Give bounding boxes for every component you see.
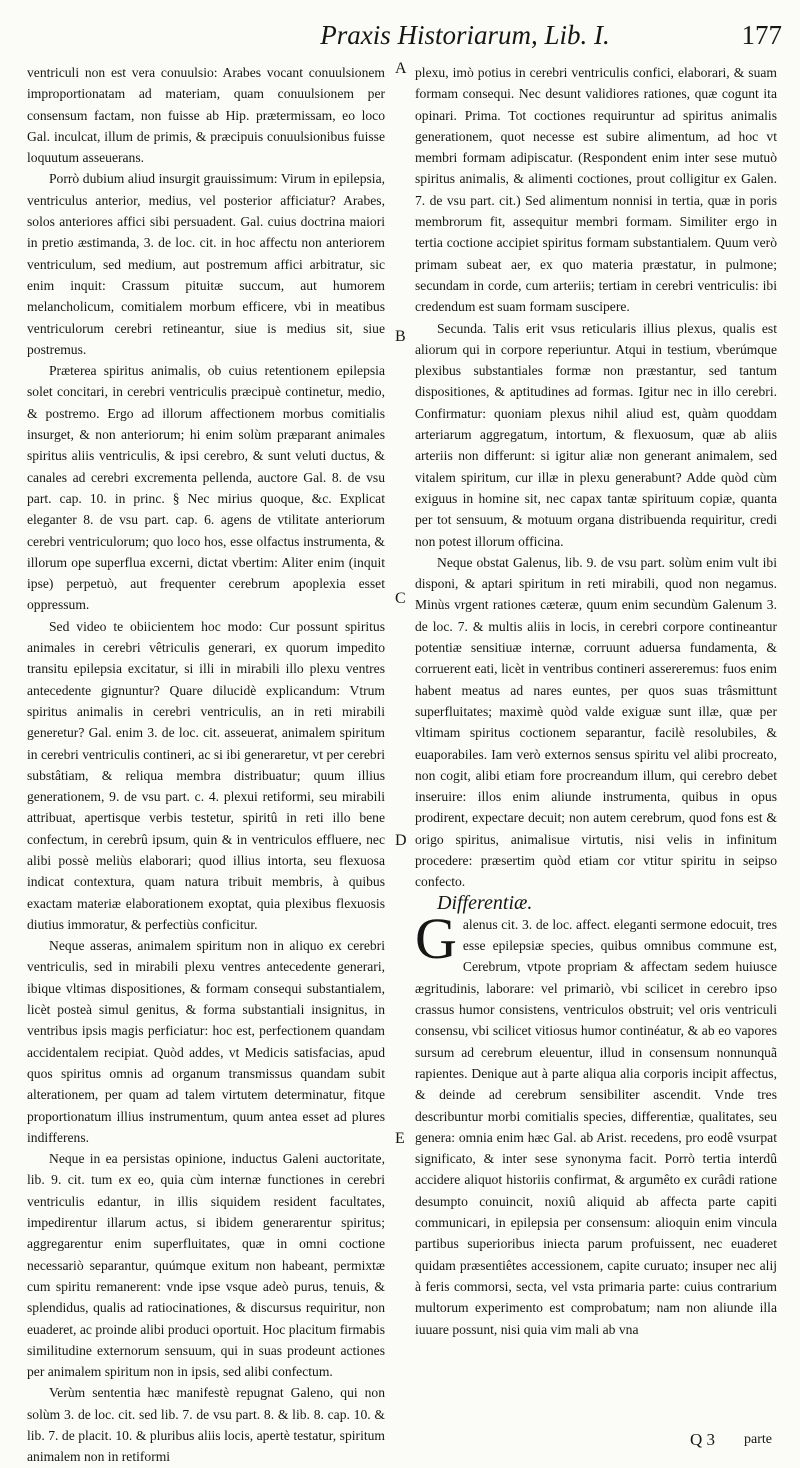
paragraph: Verùm sententia hæc manifestè repugnat Galeno, qui non solùm 3. de loc. cit. sed lib. 7. de vsu part. 8. & lib. 8. cap. 10. & lib. 7. de placit. 10. & pluribus aliis locis, apertè testatur, spiritum animalem non in retiformi [27, 1385, 385, 1465]
paragraph: Præterea spiritus animalis, ob cuius retentionem epilepsia solet concitari, in cerebri ventriculis præcipuè continetur, medio, & postremo. Ergo ad illorum affectionem morbus comitialis insurget, & non anteriorum; hi enim solùm præparant animales spiritus aliis ventriculis, & ipsi cerebro, & sunt veluti ductus, & canales ad cerebri excrementa pellenda, auctore Gal. 8. de vsu part. cap. 10. in princ. § Nec mirius quoque, &c. Explicat eleganter 8. de vsu part. cap. 6. agens de vtilitate anteriorum cerebri ventriculorum; quo loco hos, esse olfactus instrumenta, & illorum ope superflua excerni, dictat vbertim: Aliter enim (inquit ipse) perpetuò, aut frequenter cerebrum apoplexia esset oppressum. [27, 363, 385, 613]
running-title: Praxis Historiarum, Lib. I. [320, 20, 610, 50]
catchword: parte [744, 1432, 772, 1447]
paragraph: Neque in ea persistas opinione, inductus Galeni auctoritate, lib. 9. cit. tum ex eo, quia cùm internæ functiones in cerebri ventriculis edantur, in illis siquidem resident facultates, impedirentur illarum actus, si ibidem generarentur spiritus; aggregarentur enim superfluitates, quæ in omni coctione necessariò separantur, quúmque exitum non habeant, permixtæ cum spiritu remanerent: vnde ipse vsque adeò purus, tenuis, & splendidus, qualis ad ratiocinationes, & discursus requiritur, non euaderet, ac proinde alibi produci oportuit. Hoc placitum firmabis similitudine externorum sensuum, qui in suas prodeunt actiones per animalem spiritum non in ipsis, sed alibi confectum. [27, 1151, 385, 1380]
paragraph: Neque asseras, animalem spiritum non in aliquo ex cerebri ventriculis, sed in mirabili plexu ventres antecedente generari, ibique vltimas dispositiones, & formam consequi substantialem, licèt posteà simul genitus, & forma substantiali insignitus, in ventribus ipsis magis perficiatur: hoc est, perfectionem quandam accidentalem recipiat. Quòd addes, vt Medicis satisfacias, apud quos spiritus omnis ad organum transmissus quandam subit alterationem, per quam ad talem virtutem determinatur, fitque proportionatum illius instrumentum, quum antea esset ad plures indifferens. [27, 938, 385, 1145]
right-column [415, 62, 777, 1340]
paragraph: ventriculi non est vera conuulsio: Arabes vocant conuulsionem improportionatam ad materiam, quam conuulsionem per consensum factam, non fuisse ab Hip. prætermissam, eo loco Gal. inculcat, illum de primis, & præcipuis conuulsionibus fuisse loquutum asseuerans. [27, 65, 385, 166]
paragraph: Secunda. Talis erit vsus reticularis illius plexus, qualis est aliorum qui in corpore reperiuntur. Atqui in testium, vberúmque plexibus substantiales formæ non præstantur, sed tantum dispositiones, & aptitudines ad formas. Igitur nec in illo cerebri. Confirmatur: quoniam plexus nihil aliud est, quàm quoddam arteriarum aggregatum, intortum, & flexuosum, quæ ab aliis arteriis non differunt: si igitur aliæ non generant animalem, sed vitalem spiritum, cur illæ in plexu generabunt? Adde quòd cùm exiguus in homine sit, nec capax tantæ spirituum copiæ, quanta per tot sensuum, & motuum organa distribuenda requiritur, credi non potest illorum officina. [415, 320, 777, 549]
margin-letter-b: B [395, 328, 406, 345]
left-column [27, 62, 385, 1468]
page-number: 177 [741, 20, 782, 50]
paragraph-text: alenus cit. 3. de loc. affect. eleganti sermone edocuit, tres esse epilepsiæ species, quibus omnibus commune est, Cerebrum, vtpote propriam & affectam sedem huiusce ægritudinis, laborare: vel primariò, vbi scilicet in cerebro ipso crassus humor consistens, ventriculos obstruit; vel oris ventriculi consensu, vbi scilicet vitiosus humor continéatur, & ab eo vapores sursum ad cerebrum eleuentur, illud in consensum nonnunquã rapientes. Denique aut à parte aliqua alia corporis incipit affectus, & deinde ad cerebrum sensibiliter ascendit. Vnde tres describuntur morbi comitialis species, differentiæ, qualitates, seu genera: omnia enim hæc Gal. ab Arist. recedens, pro eodê vsurpat significato, & inter sese synonyma facit. Porrò tertia interdû accidere aliquot historiis confirmat, & argumêto ex curâdi ratione desumpto conuincit, noxiû aliquid ab affecta parte capiti communicari, in epilepsia per consensum: alioquin enim vincula partibus superioribus iniecta parum profuissent, nec euaderet quidam præsentiêtes accessionem, capite curuato; insuper nec alij à feris commorsi, secta, vel vsta primaria parte: cuius contrarium multorum experimento est comprobatum; nam non aliunde illa iuuare possunt, nisi quia vim mali ab vna [415, 916, 777, 1337]
paragraph: plexu, imò potius in cerebri ventriculis confici, elaborari, & suam formam consequi. Nec desunt validiores rationes, quæ cogunt ita opinari. Prima. Tot coctiones requiruntur ad spiritus animalis generationem, quot necesse est subire alimentum, ad hoc vt membri formam adipiscatur. (Respondent enim inter sese mutuò spiritus animalis, & alimenti coctiones, prout colligitur ex Galen. 7. de vsu part. cit.) Sed alimentum nonnisi in tertia, quæ in poris membrorum fit, assequitur membri formam. Similiter ergo in tertia coctione accipiet spiritus formam substantialem. Quum verò primam subeat aer, ex quo materia præstatur, in pulmone; secundam in corde, cum arteriis; tertiam in cerebri ventriculis: ibi credendum est suam formam suscipere. [415, 65, 777, 315]
margin-letter-a: A [395, 60, 407, 77]
paragraph: Neque obstat Galenus, lib. 9. de vsu part. solùm enim vult ibi disponi, & aptari spiritum in reti mirabili, quod non negamus. Minùs vrgent rationes cæteræ, quum enim secundùm Galenum 3. de loc. 7. & multis aliis in locis, in cerebri corpore contineantur potentiæ sensitiuæ internæ, corruunt aduersa fundamenta, & corruerent eati, licèt in ventribus contineri assereremus: fuos enim habent meatus ad nares euntes, per quos suas trâsmittunt superfluitates; maximè quòd valde exiguæ sunt illæ, quæ per vltimam spiritus coctionem separantur, facilè resolubiles, & euaporabiles. Iam verò externos sensus spiritu vel alibi procreato, non cogit, alibi etiam fore procreandum illum, qui cerebro debet inseruire: illos enim aliunde instrumenta, quibus in opus prodirent, expectare decuit; non autem cerebrum, quod fons est & origo spiritus, animalisue virtutis, nisi velis in infinitum procedere: præsertim quòd etiam cor vtitur spiritu in seipso confecto. [415, 554, 777, 890]
margin-letter-d: D [395, 832, 407, 849]
margin-letter-e: E [395, 1130, 405, 1147]
signature-mark: Q 3 [690, 1430, 716, 1449]
drop-cap: G [415, 905, 457, 971]
paragraph: Porrò dubium aliud insurgit grauissimum: Virum in epilepsia, ventriculus anterior, medius, vel posterior afficiatur? Arabes, solos anteriores affici sibi persuadent. Gal. cuius doctrina maiori in pretio æstimanda, 3. de loc. cit. in hoc affectu non anteriorem ventriculum, sed medium, aut postremum affici arbitratur, sic enim inquit: Crassum pituitæ succum, aut humorem melancholicum, comitialem morbum efficere, vbi in meatibus ventriculorum cerebri retineantur, siue is medius sit, siue postremus. [27, 171, 385, 357]
paragraph-with-drop-cap [415, 905, 777, 1340]
margin-letter-c: C [395, 590, 406, 607]
section-heading: Differentiæ. [437, 891, 533, 914]
paragraph: Sed video te obiicientem hoc modo: Cur possunt spiritus animales in cerebri vêtriculis generari, ex quorum impedito transitu epilepsia excitatur, si illi in mirabili illo plexu ventres antecedente gignuntur? Quare dilucidè explicandum: Vtrum spiritus animalis in cerebri ventriculis, an in reti mirabili generetur? Gal. enim 3. de loc. cit. asseuerat, animalem spiritum in cerebri ventriculis contineri, ac si ibi generaretur, vt per cerebri substâtiam, & reliqua membra distribuatur; quum illius generationem, 9. de vsu part. c. 4. plexui retiformi, seu mirabili attribuat, apertisque verbis testetur, spiritû in reti illo bene confectum, in cerebrû ipsum, quin & in ventriculos effluere, nec alibi possè meliùs elaborari; quod illius intorta, seu flexuosa indicat contextura, quam natura tribuit membris, à quibus exactam materiæ elaborationem exoptat, quia plexibus flexuosis diutius immoratur, & perfectiùs conficitur. [27, 618, 385, 932]
